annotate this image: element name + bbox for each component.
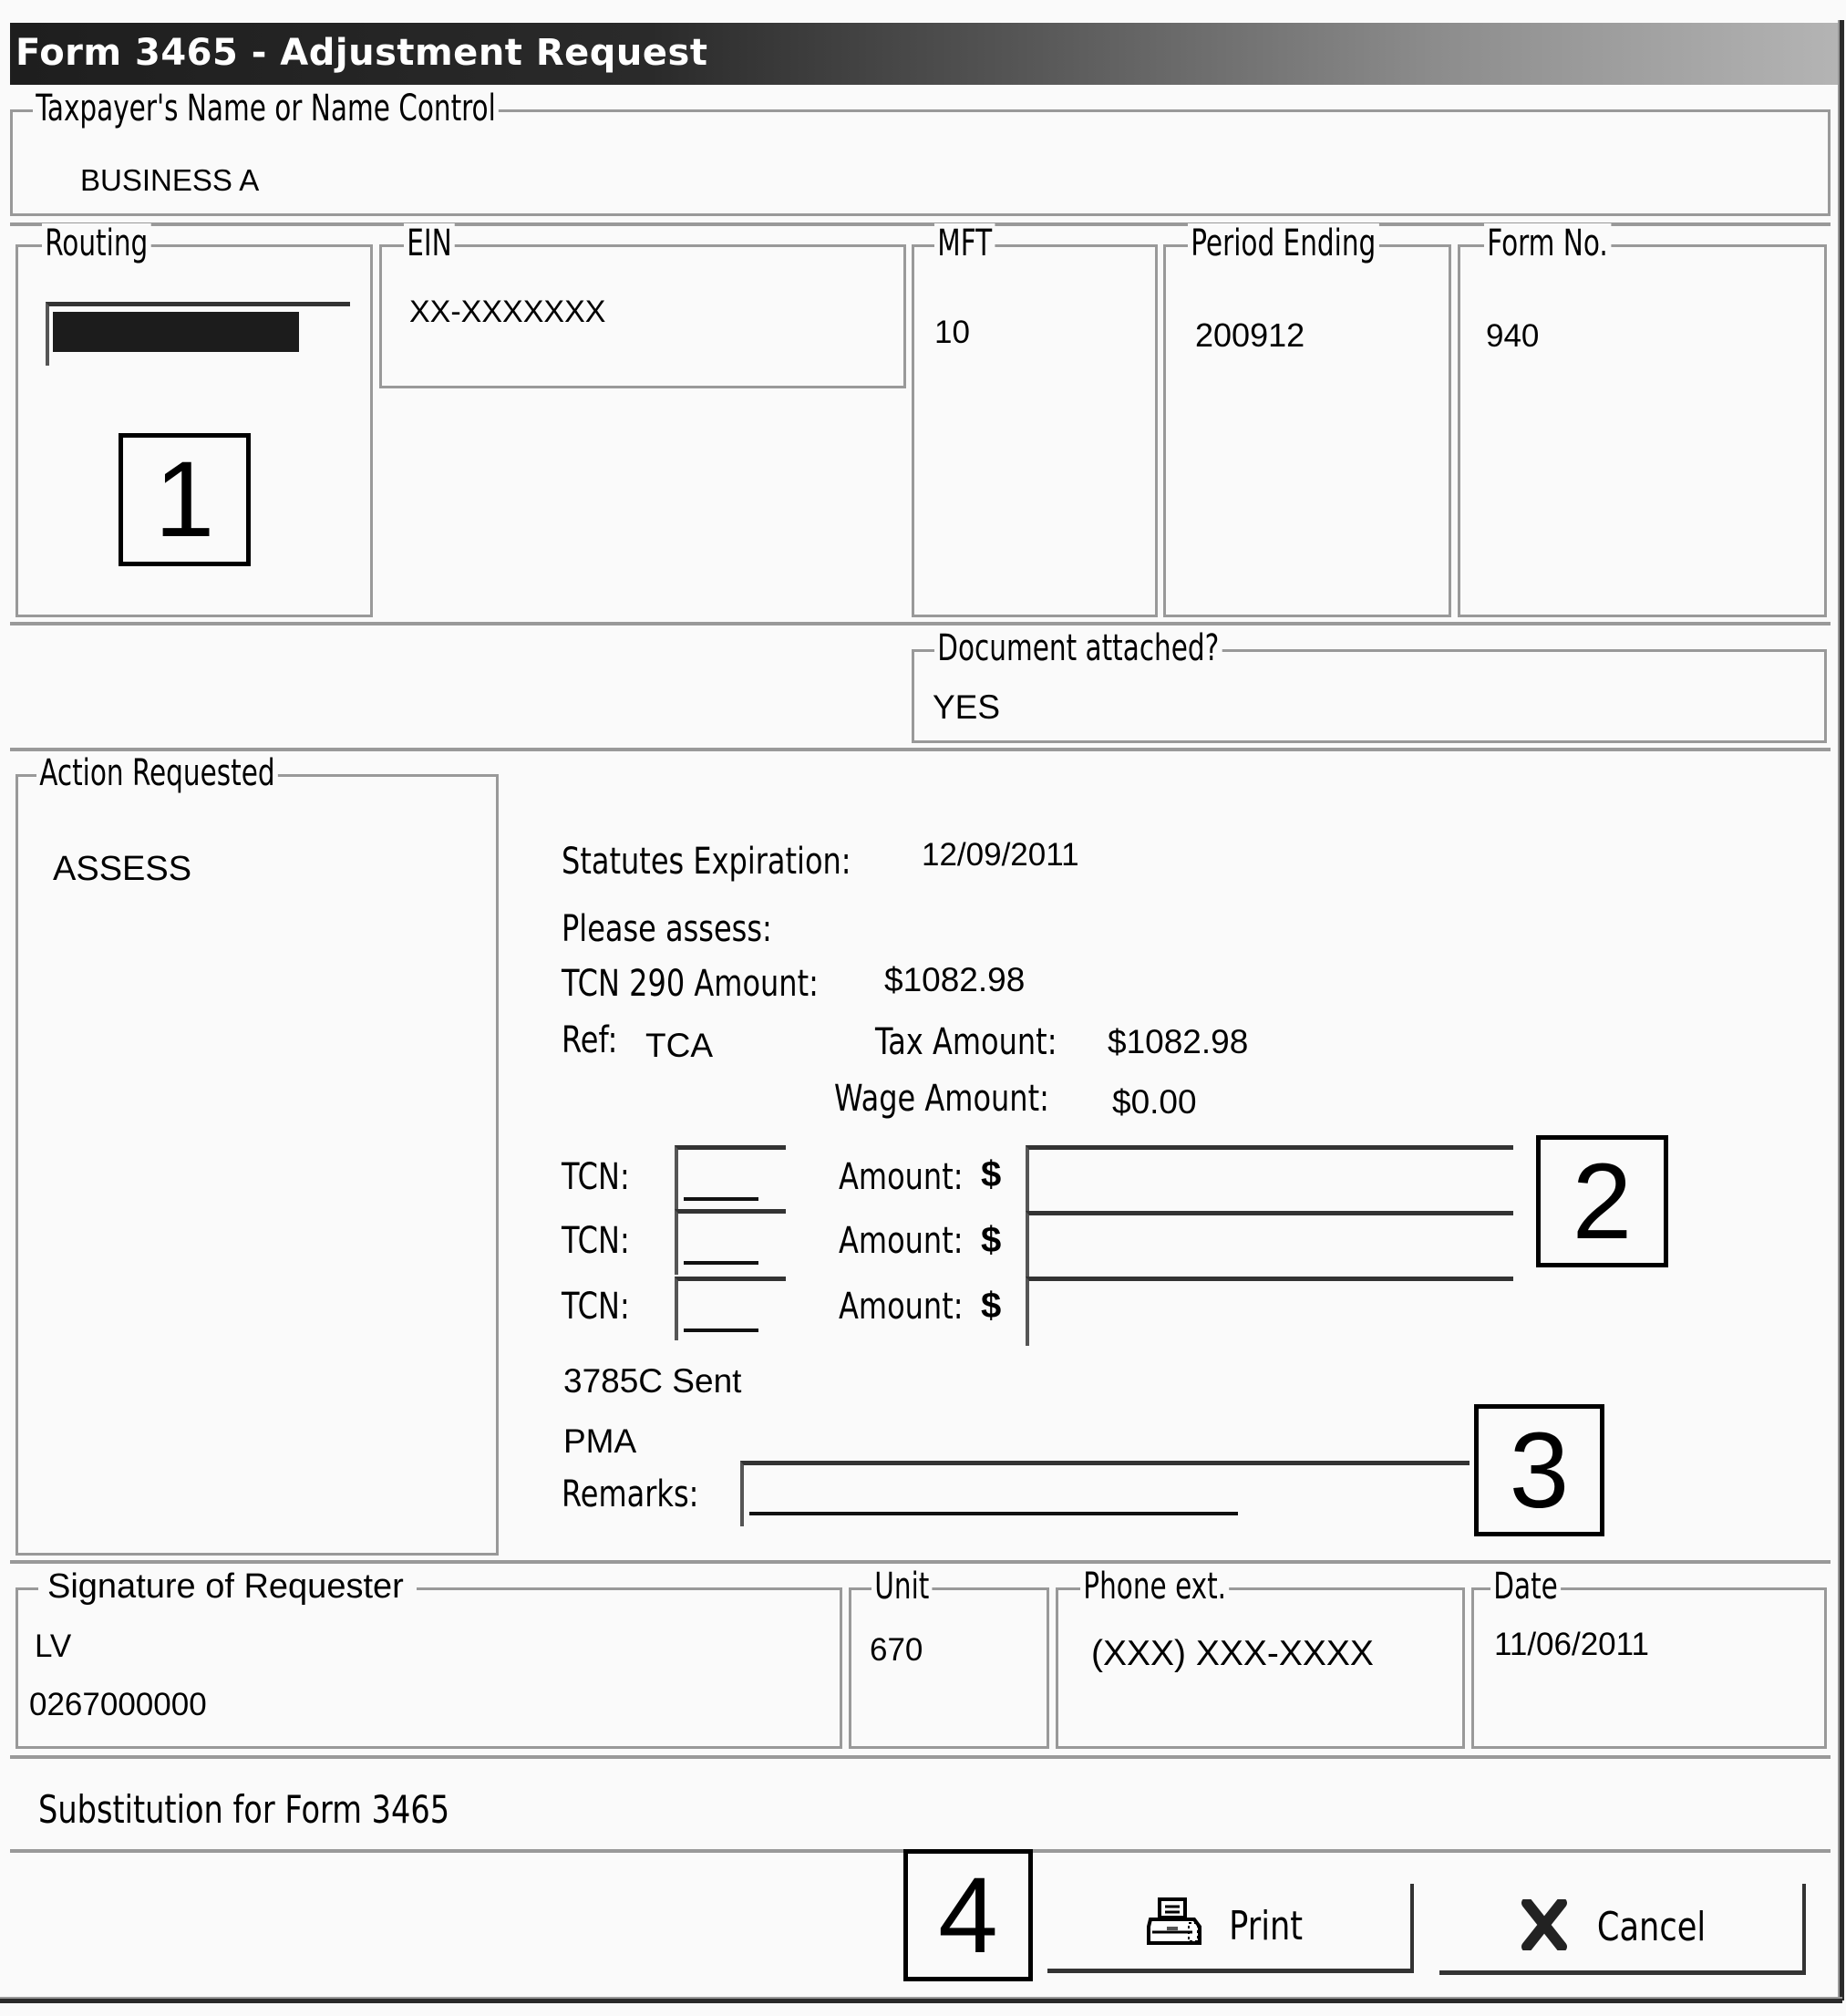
signature-initials: LV <box>35 1628 72 1664</box>
unit-group <box>849 1566 1049 1749</box>
document-attached-value: YES <box>933 688 1001 726</box>
substitution-text: Substitution for Form 3465 <box>38 1787 450 1832</box>
date-value: 11/06/2011 <box>1494 1627 1649 1662</box>
action-requested-group <box>15 752 499 1556</box>
print-button[interactable] <box>1047 1884 1414 1973</box>
form-no-label: Form No. <box>1484 223 1611 264</box>
divider <box>10 748 1831 751</box>
tcn290-label: TCN 290 Amount: <box>562 963 819 1005</box>
tcn-value-2 <box>684 1261 758 1265</box>
dollar-sign: $ <box>981 1220 1002 1260</box>
statutes-value: 12/09/2011 <box>922 837 1079 873</box>
x-icon <box>1521 1899 1567 1955</box>
note-3785c: 3785C Sent <box>563 1362 742 1400</box>
dollar-sign: $ <box>981 1154 1002 1194</box>
cancel-button[interactable] <box>1439 1884 1806 1975</box>
date-label: Date <box>1490 1566 1561 1607</box>
window-bottom-edge <box>0 1997 1842 2003</box>
signature-group <box>15 1567 842 1749</box>
divider <box>10 1560 1831 1564</box>
routing-input[interactable] <box>46 302 350 366</box>
date-group <box>1471 1566 1827 1749</box>
callout-1: 1 <box>119 433 251 566</box>
document-attached-label: Document attached? <box>934 628 1222 668</box>
wage-amount-label: Wage Amount: <box>834 1078 1049 1120</box>
tcn-input-1[interactable] <box>675 1145 786 1211</box>
phone-value: (XXX) XXX-XXXX <box>1091 1634 1374 1673</box>
amount-input-1[interactable] <box>1026 1145 1513 1213</box>
tcn290-value: $1082.98 <box>884 961 1026 998</box>
tcn-value-1 <box>684 1197 758 1201</box>
cancel-label: Cancel <box>1597 1904 1707 1950</box>
tcn-label: TCN: <box>562 1220 630 1262</box>
action-requested-value: ASSESS <box>53 850 192 888</box>
tcn-label: TCN: <box>562 1156 630 1198</box>
phone-group <box>1056 1566 1465 1749</box>
form-no-value: 940 <box>1486 318 1540 354</box>
note-pma: PMA <box>563 1422 637 1460</box>
ein-value: XX-XXXXXXX <box>409 295 606 329</box>
routing-label: Routing <box>42 223 151 264</box>
remarks-label: Remarks: <box>562 1473 699 1515</box>
remarks-underline <box>749 1512 1238 1515</box>
printer-icon <box>1145 1897 1203 1955</box>
tcn-label: TCN: <box>562 1286 630 1328</box>
mft-value: 10 <box>934 315 970 350</box>
ref-value: TCA <box>645 1027 713 1064</box>
amount-label: Amount: <box>839 1220 964 1262</box>
tcn-input-3[interactable] <box>675 1277 786 1340</box>
tcn-value-3 <box>684 1328 758 1332</box>
remarks-input[interactable] <box>740 1461 1470 1526</box>
routing-group <box>15 222 373 617</box>
amount-label: Amount: <box>839 1286 964 1328</box>
wage-amount-value: $0.00 <box>1112 1083 1197 1121</box>
print-label: Print <box>1229 1903 1304 1949</box>
routing-redacted-value <box>53 312 299 352</box>
window-right-edge <box>1838 20 1844 2000</box>
period-ending-label: Period Ending <box>1188 223 1379 264</box>
window-title: Form 3465 - Adjustment Request <box>15 32 708 74</box>
callout-3: 3 <box>1474 1404 1604 1536</box>
document-attached-group <box>912 627 1827 743</box>
statutes-label: Statutes Expiration: <box>562 841 851 883</box>
tax-amount-value: $1082.98 <box>1108 1023 1249 1060</box>
ref-label: Ref: <box>562 1019 618 1061</box>
unit-value: 670 <box>870 1632 923 1668</box>
ein-label: EIN <box>404 223 455 264</box>
signature-label: Signature of Requester <box>38 1566 417 1607</box>
mft-group <box>912 222 1158 617</box>
mft-label: MFT <box>934 223 995 264</box>
signature-id: 0267000000 <box>29 1687 207 1722</box>
phone-label: Phone ext. <box>1080 1566 1229 1607</box>
taxpayer-label: Taxpayer's Name or Name Control <box>33 88 499 129</box>
taxpayer-value: BUSINESS A <box>80 163 260 197</box>
amount-input-3[interactable] <box>1026 1277 1513 1346</box>
unit-label: Unit <box>871 1566 933 1607</box>
divider <box>10 622 1831 625</box>
period-ending-group <box>1163 222 1451 617</box>
callout-2: 2 <box>1536 1135 1668 1267</box>
amount-label: Amount: <box>839 1156 964 1198</box>
tax-amount-label: Tax Amount: <box>875 1021 1057 1063</box>
title-bar <box>10 23 1838 85</box>
please-assess-label: Please assess: <box>562 908 772 950</box>
dollar-sign: $ <box>981 1286 1002 1326</box>
ein-group <box>379 222 906 388</box>
taxpayer-group <box>10 88 1831 216</box>
divider <box>10 1755 1831 1759</box>
tcn-input-2[interactable] <box>675 1209 786 1275</box>
form-no-group <box>1458 222 1827 617</box>
callout-4: 4 <box>903 1849 1033 1981</box>
period-ending-value: 200912 <box>1195 316 1305 354</box>
amount-input-2[interactable] <box>1026 1211 1513 1277</box>
action-requested-label: Action Requested <box>36 753 278 793</box>
